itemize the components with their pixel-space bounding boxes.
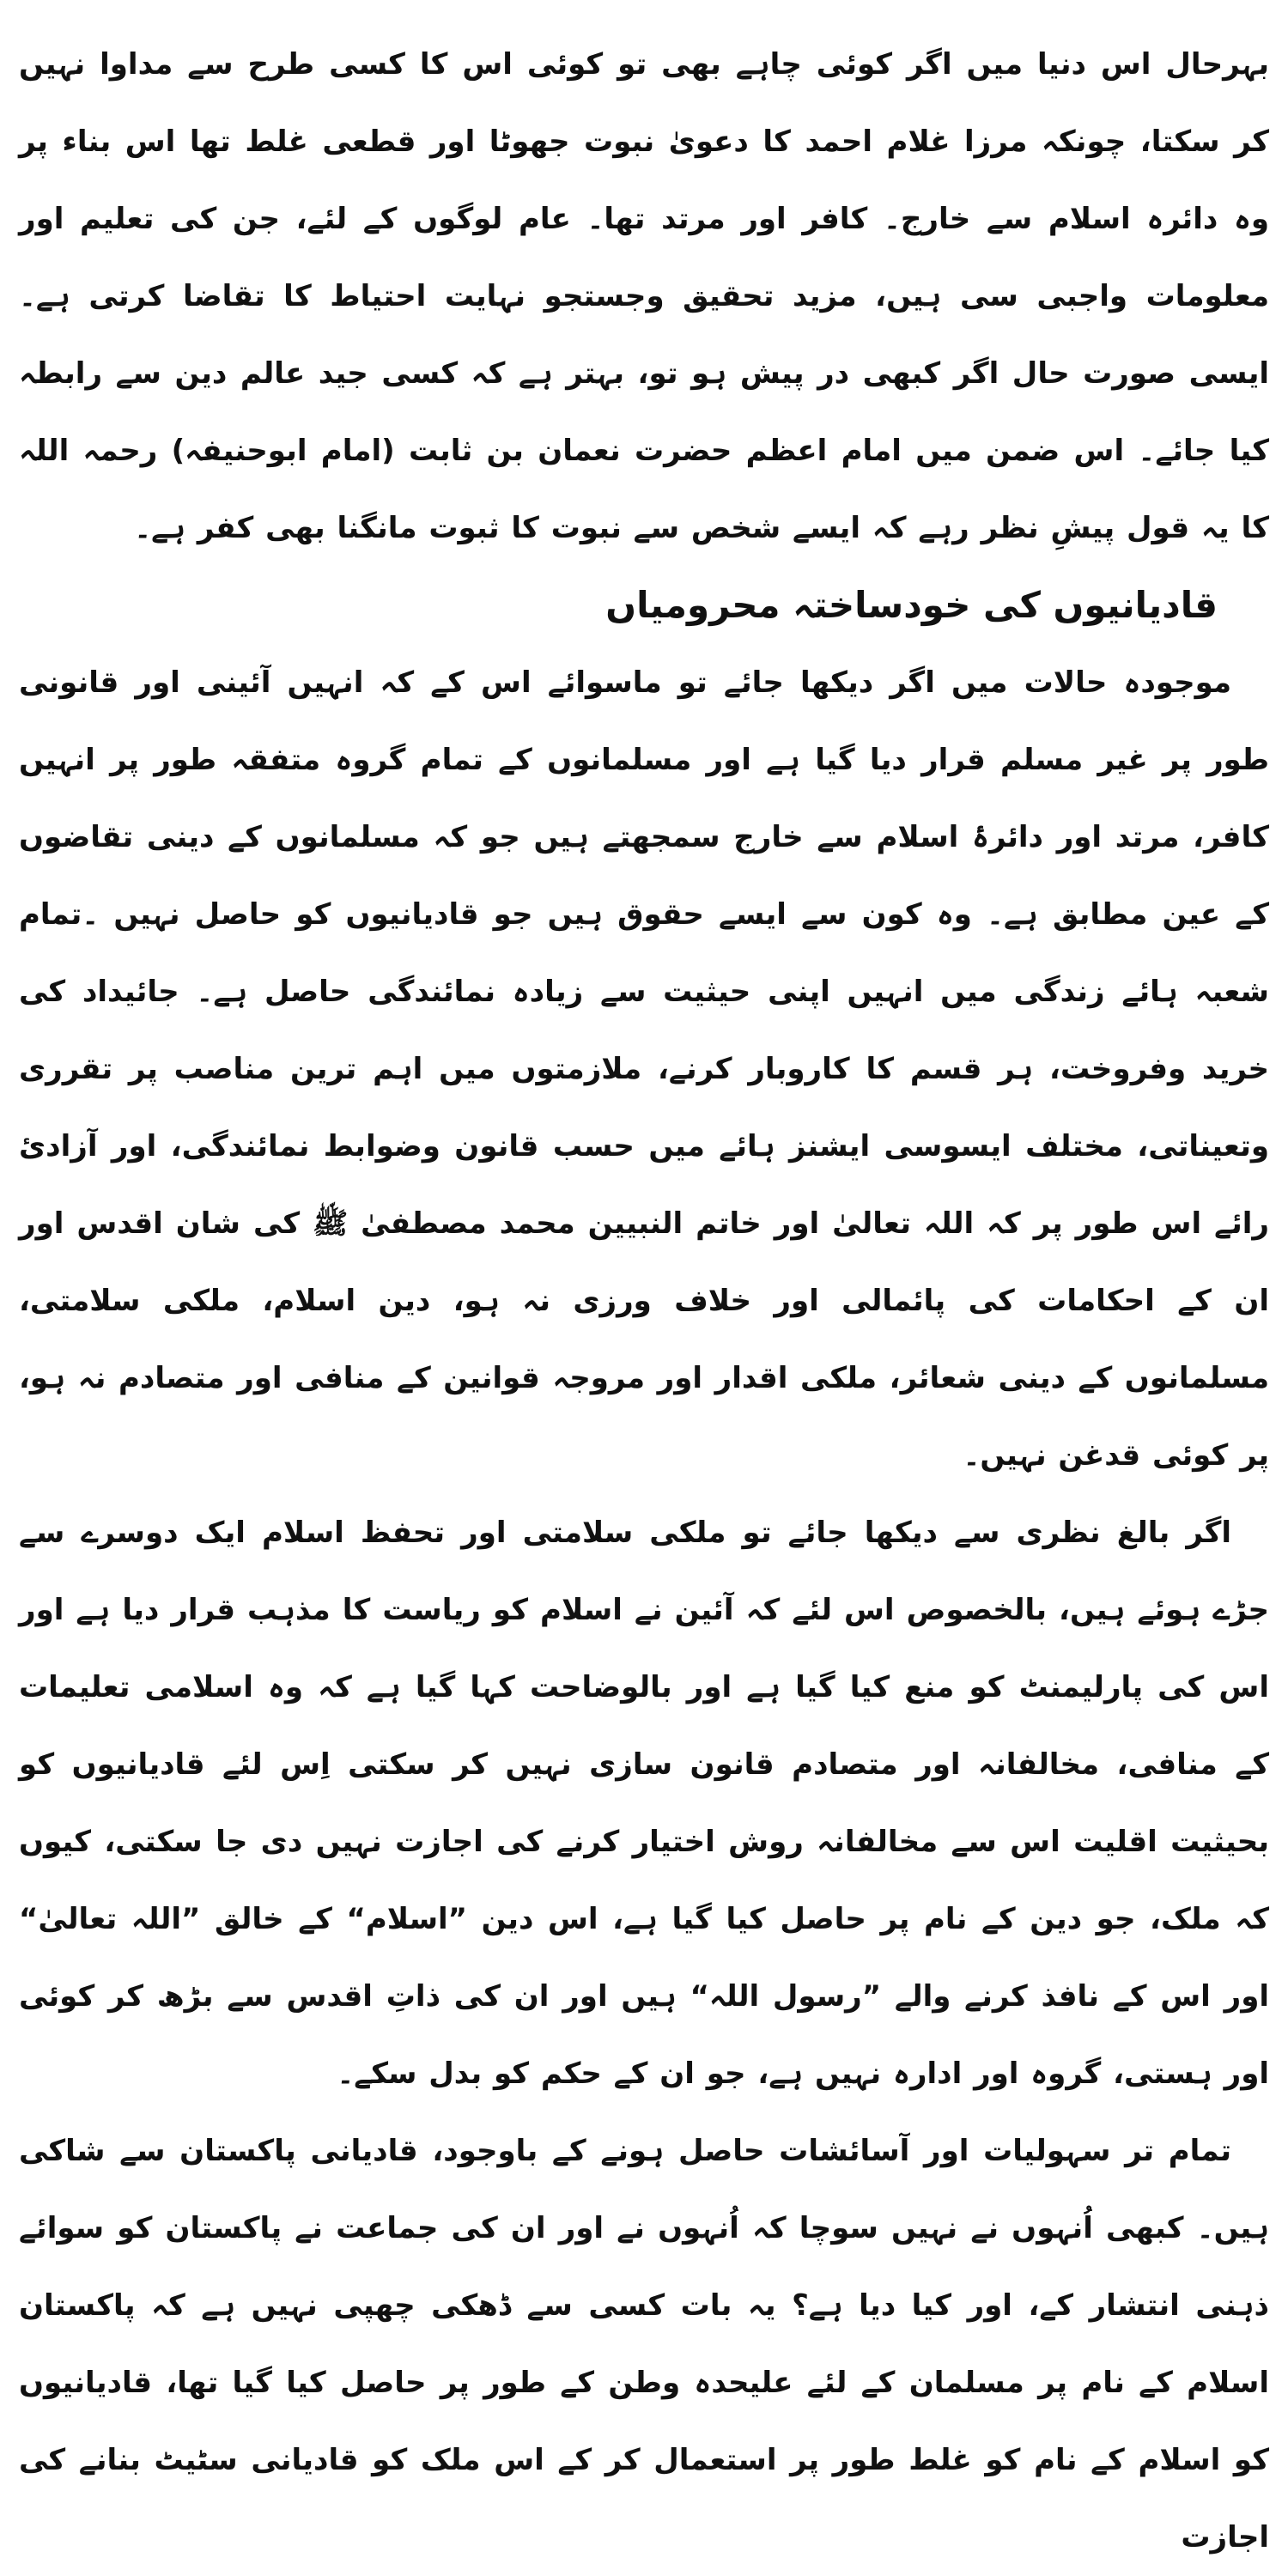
paragraph-3: تمام تر سہولیات اور آسائشات حاصل ہونے کے باوجود، قادیانی پاکستان سے شاکی ہیں۔ کبھی اُنہوں نے نہیں سوچا کہ اُنہوں نے اور ان کی جماعت نے پاکستان کو سوائے ذہنی انتشار کے، اور کیا دیا ہے؟ یہ بات کسی سے ڈھکی چھپی نہیں ہے کہ پاکستان اسلام کے نام پر مسلمان کے لئے علیحدہ وطن کے طور پر حاصل کیا گیا تھا، قادیانیوں کو اسلام کے نام کو غلط طور پر استعمال کر کے اس ملک کو قادیانی سٹیٹ بنانے کی اجازت: [19, 2134, 1269, 2555]
paragraph-1: موجودہ حالات میں اگر دیکھا جائے تو ماسوائے اس کے کہ انہیں آئینی اور قانونی طور پر غیر مسلم قرار دیا گیا ہے اور مسلمانوں کے تمام گروہ متفقہ طور پر انہیں کافر، مرتد اور دائرۂ اسلام سے خارج سمجھتے ہیں جو کہ مسلمانوں کے دینی تقاضوں کے عین مطابق ہے۔ وہ کون سے ایسے حقوق ہیں جو قادیانیوں کو حاصل نہیں ۔تمام شعبہ ہائے زندگی میں انہیں اپنی حیثیت سے زیادہ نمائندگی حاصل ہے۔ جائیداد کی خرید وفروخت، ہر قسم کا کاروبار کرنے، ملازمتوں میں اہم ترین مناصب پر تقرری وتعیناتی، مختلف ایسوسی ایشنز ہائے میں حسب قانون وضوابط نمائندگی، اور آزادیٔ رائے اس طور پر کہ اللہ تعالیٰ اور خاتم النبیین محمد مصطفیٰ ﷺ کی شان اقدس اور ان کے احکامات کی پائمالی اور خلاف ورزی نہ ہو، دین اسلام، ملکی سلامتی، مسلمانوں کے دینی شعائر، ملکی اقدار اور مروجہ قوانین کے منافی اور متصادم نہ ہو، پر کوئی قدغن نہیں۔: [19, 665, 1269, 1473]
section-heading: قادیانیوں کی خودساختہ محرومیاں: [605, 584, 1218, 626]
paragraph-intro: بہرحال اس دنیا میں اگر کوئی چاہے بھی تو کوئی اس کا کسی طرح سے مداوا نہیں کر سکتا، چونکہ مرزا غلام احمد کا دعویٰ نبوت جھوٹا اور قطعی غلط تھا اس بناء پر وہ دائرہ اسلام سے خارج۔ کافر اور مرتد تھا۔ عام لوگوں کے لئے، جن کی تعلیم اور معلومات واجبی سی ہیں، مزید تحقیق وجستجو نہایت احتیاط کا تقاضا کرتی ہے۔ ایسی صورت حال اگر کبھی در پیش ہو تو، بہتر ہے کہ کسی جید عالم دین سے رابطہ کیا جائے۔ اس ضمن میں امام اعظم حضرت نعمان بن ثابت (امام ابوحنیفہ) رحمہ اللہ کا یہ قول پیشِ نظر رہے کہ ایسے شخص سے نبوت کا ثبوت مانگنا بھی کفر ہے۔: [19, 47, 1269, 545]
paragraph-2: اگر بالغ نظری سے دیکھا جائے تو ملکی سلامتی اور تحفظ اسلام ایک دوسرے سے جڑے ہوئے ہیں، بالخصوص اس لئے کہ آئین نے اسلام کو ریاست کا مذہب قرار دیا ہے اور اس کی پارلیمنٹ کو منع کیا گیا ہے اور بالوضاحت کہا گیا ہے کہ وہ اسلامی تعلیمات کے منافی، مخالفانہ اور متصادم قانون سازی نہیں کر سکتی اِس لئے قادیانیوں کو بحیثیت اقلیت اس سے مخالفانہ روش اختیار کرنے کی اجازت نہیں دی جا سکتی، کیوں کہ ملک، جو دین کے نام پر حاصل کیا گیا ہے، اس دین ”اسلام“ کے خالق ”اللہ تعالیٰ“ اور اس کے نافذ کرنے والے ”رسول اللہ“ ہیں اور ان کی ذاتِ اقدس سے بڑھ کر کوئی اور ہستی، گروہ اور ادارہ نہیں ہے، جو ان کے حکم کو بدل سکے۔: [19, 1516, 1269, 2091]
